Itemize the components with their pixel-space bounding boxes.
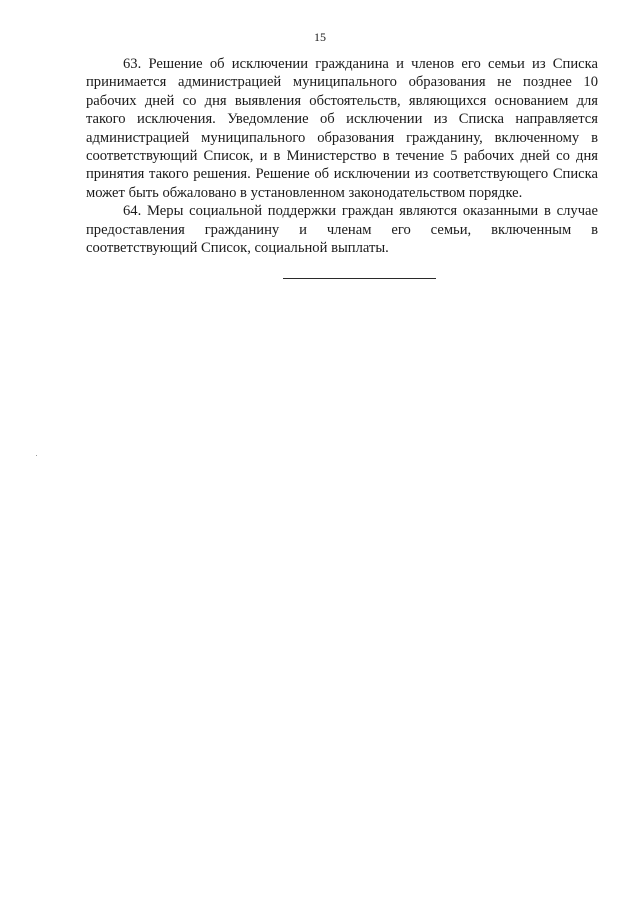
scan-speck [36,455,37,456]
page-number: 15 [314,30,326,44]
paragraph-63: 63. Решение об исключении гражданина и членов его семьи из Списка принимается администрацией муниципального образования не позднее 10 рабочих дней со дня выявления обстоятельств, являющихся основанием для такого исключения. Уведомление об исключении из Списка направляется администрацией муниципального образования гражданину, включенному в соответствующий Список, и в Министерство в течение 5 рабочих дней со дня принятия такого решения. Решение об исключении из соответствующего Списка может быть обжаловано в установленном законодательством порядке. [86,56,598,201]
end-of-text-rule [283,278,436,279]
document-body [86,55,598,257]
paragraph-64: 64. Меры социальной поддержки граждан являются оказанными в случае предоставления гражданину и членам его семьи, включенным в соответствующий Список, социальной выплаты. [86,203,598,257]
